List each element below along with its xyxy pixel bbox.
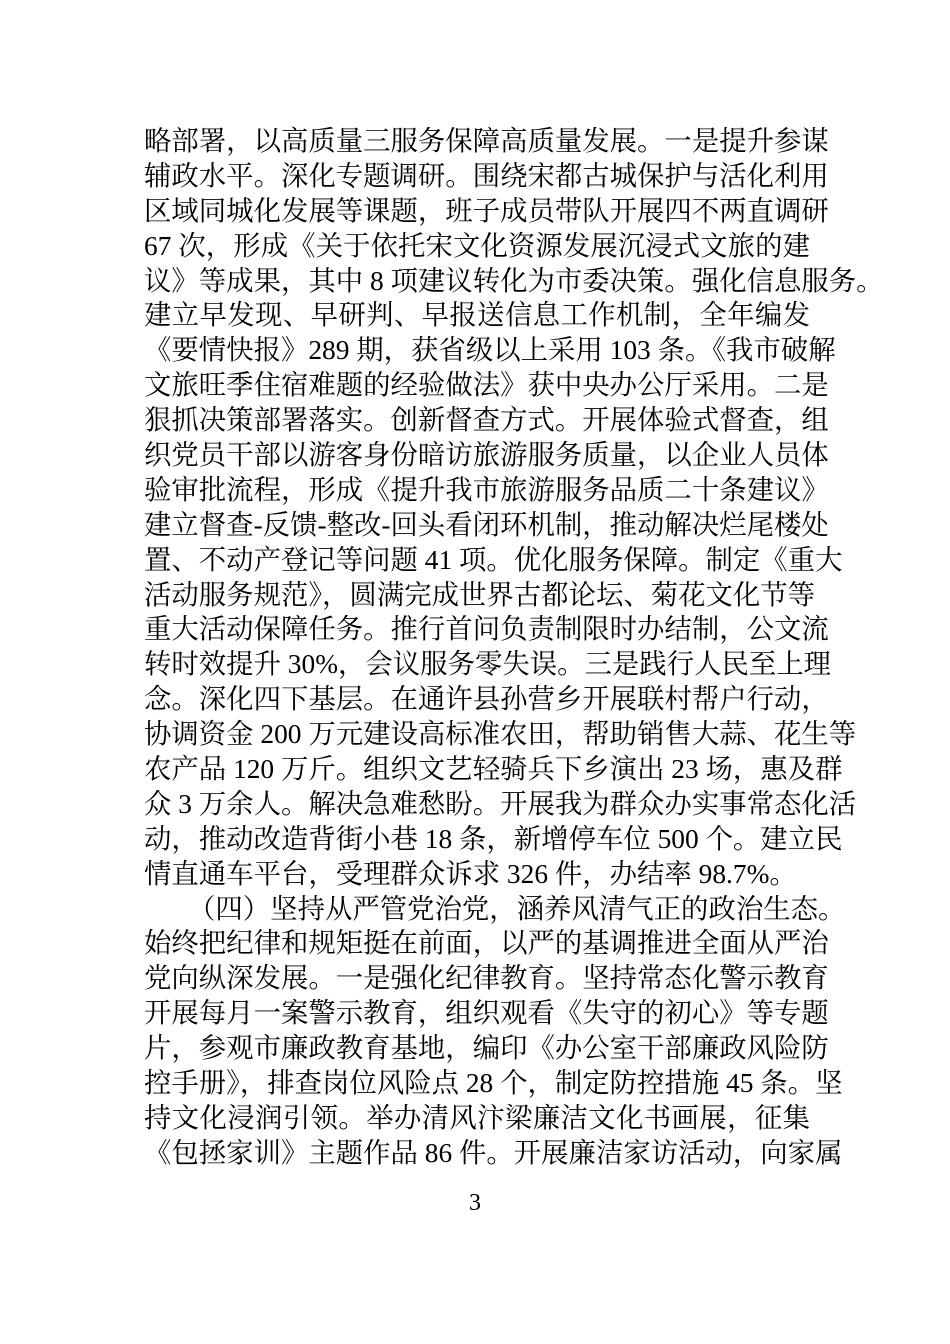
text-line: 议》等成果，其中 8 项建议转化为市委决策。强化信息服务。 xyxy=(144,265,884,296)
paragraph xyxy=(144,124,884,892)
text-line: 念。深化四下基层。在通许县孙营乡开展联村帮户行动， xyxy=(144,684,829,715)
text-line: 狠抓决策部署落实。创新督查方式。开展体验式督查，组 xyxy=(144,405,829,436)
text-line: 情直通车平台，受理群众诉求 326 件，办结率 98.7%。 xyxy=(144,858,797,889)
paragraph xyxy=(144,892,846,1171)
text-line: 《包拯家训》主题作品 86 件。开展廉洁家访活动，向家属 xyxy=(144,1137,843,1168)
text-line: 协调资金 200 万元建设高标准农田，帮助销售大蒜、花生等 xyxy=(144,719,857,750)
text-line: 重大活动保障任务。推行首问负责制限时办结制，公文流 xyxy=(144,614,829,645)
text-line: 区域同城化发展等课题，班子成员带队开展四不两直调研 xyxy=(144,195,829,226)
text-line: 文旅旺季住宿难题的经验做法》获中央办公厅采用。二是 xyxy=(144,370,829,401)
text-line: 略部署，以高质量三服务保障高质量发展。一是提升参谋 xyxy=(144,126,829,156)
text-line: 始终把纪律和规矩挺在前面，以严的基调推进全面从严治 xyxy=(144,928,829,959)
text-line: 建立督查-反馈-整改-回头看闭环机制，推动解决烂尾楼处 xyxy=(144,509,829,540)
text-line: 党向纵深发展。一是强化纪律教育。坚持常态化警示教育 xyxy=(144,963,829,994)
text-line: 控手册》，排查岗位风险点 28 个，制定防控措施 45 条。坚 xyxy=(144,1068,843,1099)
text-line: 开展每月一案警示教育，组织观看《失守的初心》等专题 xyxy=(144,998,829,1029)
text-line: 《要情快报》289 期，获省级以上采用 103 条。《我市破解 xyxy=(144,335,836,366)
text-line: 织党员干部以游客身份暗访旅游服务质量，以企业人员体 xyxy=(144,440,829,471)
text-line: 众 3 万余人。解决急难愁盼。开展我为群众办实事常态化活 xyxy=(144,788,857,819)
text-line: 验审批流程，形成《提升我市旅游服务品质二十条建议》 xyxy=(144,474,829,505)
text-line: 活动服务规范》，圆满完成世界古都论坛、菊花文化节等 xyxy=(144,579,816,610)
text-line: 动，推动改造背街小巷 18 条，新增停车位 500 个。建立民 xyxy=(144,823,843,854)
text-line: 农产品 120 万斤。组织文艺轻骑兵下乡演出 23 场，惠及群 xyxy=(144,754,843,785)
text-line: 置、不动产登记等问题 41 项。优化服务保障。制定《重大 xyxy=(144,544,843,575)
text-line: 67 次，形成《关于依托宋文化资源发展沉浸式文旅的建 xyxy=(144,230,810,261)
text-line: 辅政水平。深化专题调研。围绕宋都古城保护与活化利用 xyxy=(144,160,829,191)
text-line: 片，参观市廉政教育基地，编印《办公室干部廉政风险防 xyxy=(144,1033,829,1064)
text-line: 转时效提升 30%，会议服务零失误。三是践行人民至上理 xyxy=(144,649,832,680)
document-body xyxy=(144,124,884,1171)
text-line: 持文化浸润引领。举办清风汴梁廉洁文化书画展，征集 xyxy=(144,1102,810,1133)
page-number: 3 xyxy=(469,1190,481,1216)
text-line: （四）坚持从严管党治党，涵养风清气正的政治生态。 xyxy=(188,893,846,924)
text-line: 建立早发现、早研判、早报送信息工作机制，全年编发 xyxy=(144,300,810,331)
